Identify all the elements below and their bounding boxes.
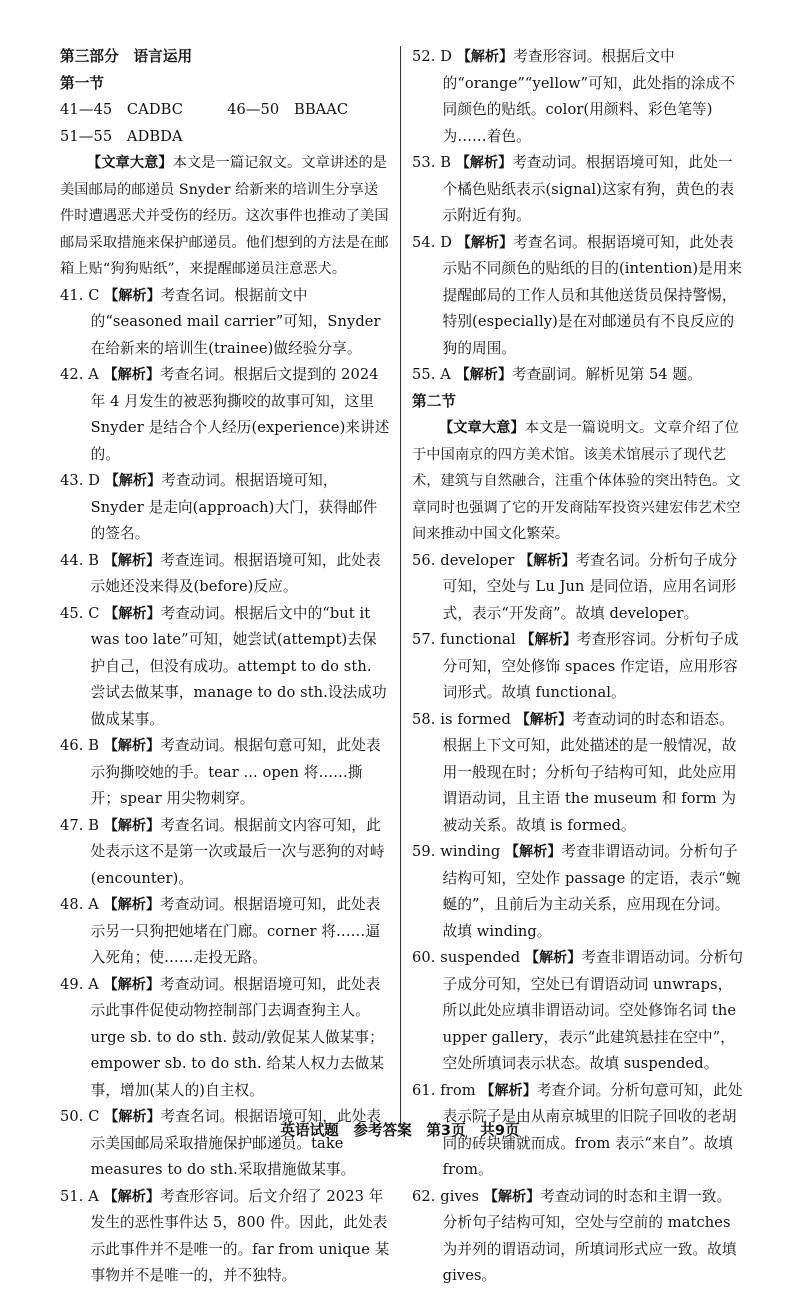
explanation-item xyxy=(412,548,744,628)
item-number: 60. suspended xyxy=(412,949,521,966)
item-number: 62. gives xyxy=(412,1187,480,1205)
item-number: 58. is formed xyxy=(412,710,511,728)
item-text: 考查名词。根据前文中的“seasoned mail carrier”可知，Snyder 在给新来的培训生(trainee)做经验分享。 xyxy=(90,286,381,357)
item-number: 50. C xyxy=(60,1108,100,1125)
item-text: 考查副词。解析见第 54 题。 xyxy=(512,366,702,383)
item-text: 考查名词。根据后文提到的 2024 年 4 月发生的被恶狗撕咬的故事可知，这里 Snyder 是结合个人经历(experience)来讲述的。 xyxy=(90,366,390,463)
item-text: 考查非谓语动词。分析句子成分可知，空处已有谓语动词 unwraps，所以此处应填非谓语动词。空处修饰名词 the upper gallery，表示“此建筑悬挂在空中”，空处所填词表示状态。故填 suspended。 xyxy=(442,949,744,1072)
item-text: 考查动词。根据句意可知，此处表示狗撕咬她的手。tear ... open 将……撕开；spear 用尖物刺穿。 xyxy=(90,737,381,807)
item-number: 46. B xyxy=(60,737,100,754)
explanation-item xyxy=(60,1104,390,1184)
item-number: 48. A xyxy=(60,896,99,913)
explanation-item xyxy=(412,230,744,363)
explanation-item xyxy=(60,813,390,893)
item-tag: 【解析】 xyxy=(103,897,161,913)
right-column xyxy=(412,44,744,1290)
explanation-item xyxy=(60,548,390,601)
explanation-item xyxy=(412,627,744,707)
item-tag: 【解析】 xyxy=(456,49,514,65)
item-text: 考查形容词。分析句子成分可知，空处修饰 spaces 作定语，应用形容词形式。故填 functional。 xyxy=(442,631,739,701)
explanation-item xyxy=(60,362,390,468)
item-text: 考查名词。根据语境可知，此处表示贴不同颜色的贴纸的目的(intention)是用来提醒邮局的工作人员和其他送货员保持警惕，特别(especially)是在对邮递员有不良反应的狗的周围。 xyxy=(442,233,743,357)
item-tag: 【解析】 xyxy=(104,287,161,304)
item-tag: 【解析】 xyxy=(505,844,562,860)
explanation-item xyxy=(60,1184,390,1290)
item-text: 考查动词。根据语境可知，此处一个橘色贴纸表示(signal)这家有狗，黄色的表示附近有狗。 xyxy=(442,154,735,224)
item-tag: 【解析】 xyxy=(103,817,161,834)
explanation-item xyxy=(60,283,390,363)
item-text: 考查动词。根据后文中的“but it was too late”可知，她尝试(attempt)去保护自己，但没有成功。attempt to do sth. 尝试去做某事，manage to do sth.设法成功做成某事。 xyxy=(90,604,387,728)
explanation-item xyxy=(412,362,744,389)
item-text: 考查动词。根据语境可知，Snyder 是走向(approach)大门，获得邮件的签名。 xyxy=(90,472,378,542)
answer-row-2: 51—55 ADBDA xyxy=(60,127,183,145)
explanation-item xyxy=(60,468,390,548)
item-number: 59. winding xyxy=(412,843,501,860)
item-tag: 【解析】 xyxy=(103,367,161,383)
item-number: 41. C xyxy=(60,286,100,304)
item-text: 考查动词。根据语境可知，此处表示另一只狗把她堵在门廊。corner 将……逼入死角；使……走投无路。 xyxy=(90,896,381,966)
item-number: 42. A xyxy=(60,366,99,383)
item-text: 考查名词。根据语境可知，此处表示美国邮局采取措施保护邮递员。take measures to do sth.采取措施做某事。 xyxy=(90,1108,382,1178)
item-tag: 【解析】 xyxy=(524,950,582,966)
part1-items-right xyxy=(412,44,744,389)
item-text: 考查介词。分析句意可知，此处表示院子是由从南京城里的旧院子回收的老胡同的砖块铺就而成。from 表示“来自”。故填 from。 xyxy=(442,1081,743,1178)
item-text: 考查形容词。根据后文中的“orange”“yellow”可知，此处指的涂成不同颜色的贴纸。color(用颜料、彩色笔等)为……着色。 xyxy=(442,48,736,145)
part1-summary xyxy=(60,150,390,283)
item-tag: 【解析】 xyxy=(104,473,162,489)
part2-items xyxy=(412,548,744,1290)
explanation-item xyxy=(60,733,390,813)
item-text: 考查名词。分析句子成分可知，空处与 Lu Jun 是同位语，应用名词形式，表示“开发商”。故填 developer。 xyxy=(442,551,738,622)
part2-summary xyxy=(412,415,744,548)
item-text: 考查非谓语动词。分析句子结构可知，空处作 passage 的定语，表示“蜿蜒的”，且前后为主动关系，应用现在分词。故填 winding。 xyxy=(442,843,741,940)
item-number: 43. D xyxy=(60,472,101,489)
explanation-item xyxy=(412,839,744,945)
column-divider xyxy=(400,46,401,1126)
item-number: 44. B xyxy=(60,551,100,569)
item-tag: 【解析】 xyxy=(103,552,161,569)
explanation-item xyxy=(412,1184,744,1290)
item-number: 56. developer xyxy=(412,551,515,569)
summary-tag: 【文章大意】 xyxy=(438,420,525,436)
explanation-item xyxy=(412,150,744,230)
item-tag: 【解析】 xyxy=(104,605,161,622)
item-tag: 【解析】 xyxy=(104,1109,161,1125)
summary-text: 本文是一篇记叙文。文章讲述的是美国邮局的邮递员 Snyder 给新来的培训生分享送件时遭遇恶犬并受伤的经历。这次事件也推动了美国邮局采取措施来保护邮递员。他们想到的方法是在邮箱上贴“狗狗贴纸”，来提醒邮递员注意恶犬。 xyxy=(60,155,389,277)
item-tag: 【解析】 xyxy=(103,738,161,754)
item-number: 47. B xyxy=(60,816,100,834)
item-number: 54. D xyxy=(412,233,453,251)
item-number: 57. functional xyxy=(412,631,516,648)
item-text: 考查连词。根据语境可知，此处表示她还没来得及(before)反应。 xyxy=(90,551,381,595)
item-tag: 【解析】 xyxy=(103,976,161,993)
explanation-item xyxy=(412,44,744,150)
answer-row-1: 41—45 CADBC 46—50 BBAAC xyxy=(60,101,349,118)
item-tag: 【解析】 xyxy=(456,234,514,251)
section-title: 第三部分 语言运用 xyxy=(60,48,193,65)
item-number: 49. A xyxy=(60,975,99,993)
explanation-item xyxy=(412,945,744,1078)
item-tag: 【解析】 xyxy=(455,367,513,383)
item-tag: 【解析】 xyxy=(520,632,577,648)
item-text: 考查动词的时态和语态。根据上下文可知，此处描述的是一般情况，故用一般现在时；分析句子结构可知，此处应用谓语动词，且主语 the museum 和 form 为被动关系。故填 is formed。 xyxy=(442,710,737,834)
item-text: 考查动词。根据语境可知，此处表示此事件促使动物控制部门去调查狗主人。urge sb. to do sth. 鼓动/敦促某人做某事；empower sb. to do sth. 给某人权力去做某事，增加(某人的)自主权。 xyxy=(90,975,385,1099)
explanation-item xyxy=(60,601,390,734)
summary-tag: 【文章大意】 xyxy=(86,155,173,171)
item-text: 考查动词的时态和主谓一致。分析句子结构可知，空处与空前的 matches 为并列的谓语动词，所填词形式应一致。故填 gives。 xyxy=(442,1187,737,1284)
item-tag: 【解析】 xyxy=(480,1082,537,1099)
item-tag: 【解析】 xyxy=(455,155,513,171)
item-tag: 【解析】 xyxy=(515,711,573,728)
part2-heading: 第二节 xyxy=(412,392,457,410)
explanation-item xyxy=(60,972,390,1105)
explanation-item xyxy=(60,892,390,972)
item-text: 考查形容词。后文介绍了 2023 年发生的恶性事件达 5，800 件。因此，此处表示此事件并不是唯一的。far from unique 某事物并不是唯一的，并不独特。 xyxy=(90,1187,390,1284)
item-number: 45. C xyxy=(60,604,100,622)
explanation-item xyxy=(412,707,744,840)
item-number: 61. from xyxy=(412,1081,476,1099)
item-tag: 【解析】 xyxy=(103,1188,161,1205)
item-tag: 【解析】 xyxy=(483,1188,541,1205)
left-column xyxy=(60,44,390,1290)
summary-text: 本文是一篇说明文。文章介绍了位于中国南京的四方美术馆。该美术馆展示了现代艺术，建筑与自然融合，注重个体体验的突出特色。文章同时也强调了它的开发商陆军投资兴建宏伟艺术空间来推动中国文化繁荣。 xyxy=(412,420,741,542)
item-text: 考查名词。根据前文内容可知，此处表示这不是第一次或最后一次与恶狗的对峙(encounter)。 xyxy=(90,816,385,887)
page-footer: 英语试题 参考答案 第3页 共9页 xyxy=(280,1122,520,1139)
part1-heading: 第一节 xyxy=(60,74,105,92)
item-number: 53. B xyxy=(412,154,452,171)
item-tag: 【解析】 xyxy=(519,552,576,569)
item-number: 52. D xyxy=(412,48,453,65)
item-number: 51. A xyxy=(60,1187,99,1205)
item-number: 55. A xyxy=(412,366,451,383)
